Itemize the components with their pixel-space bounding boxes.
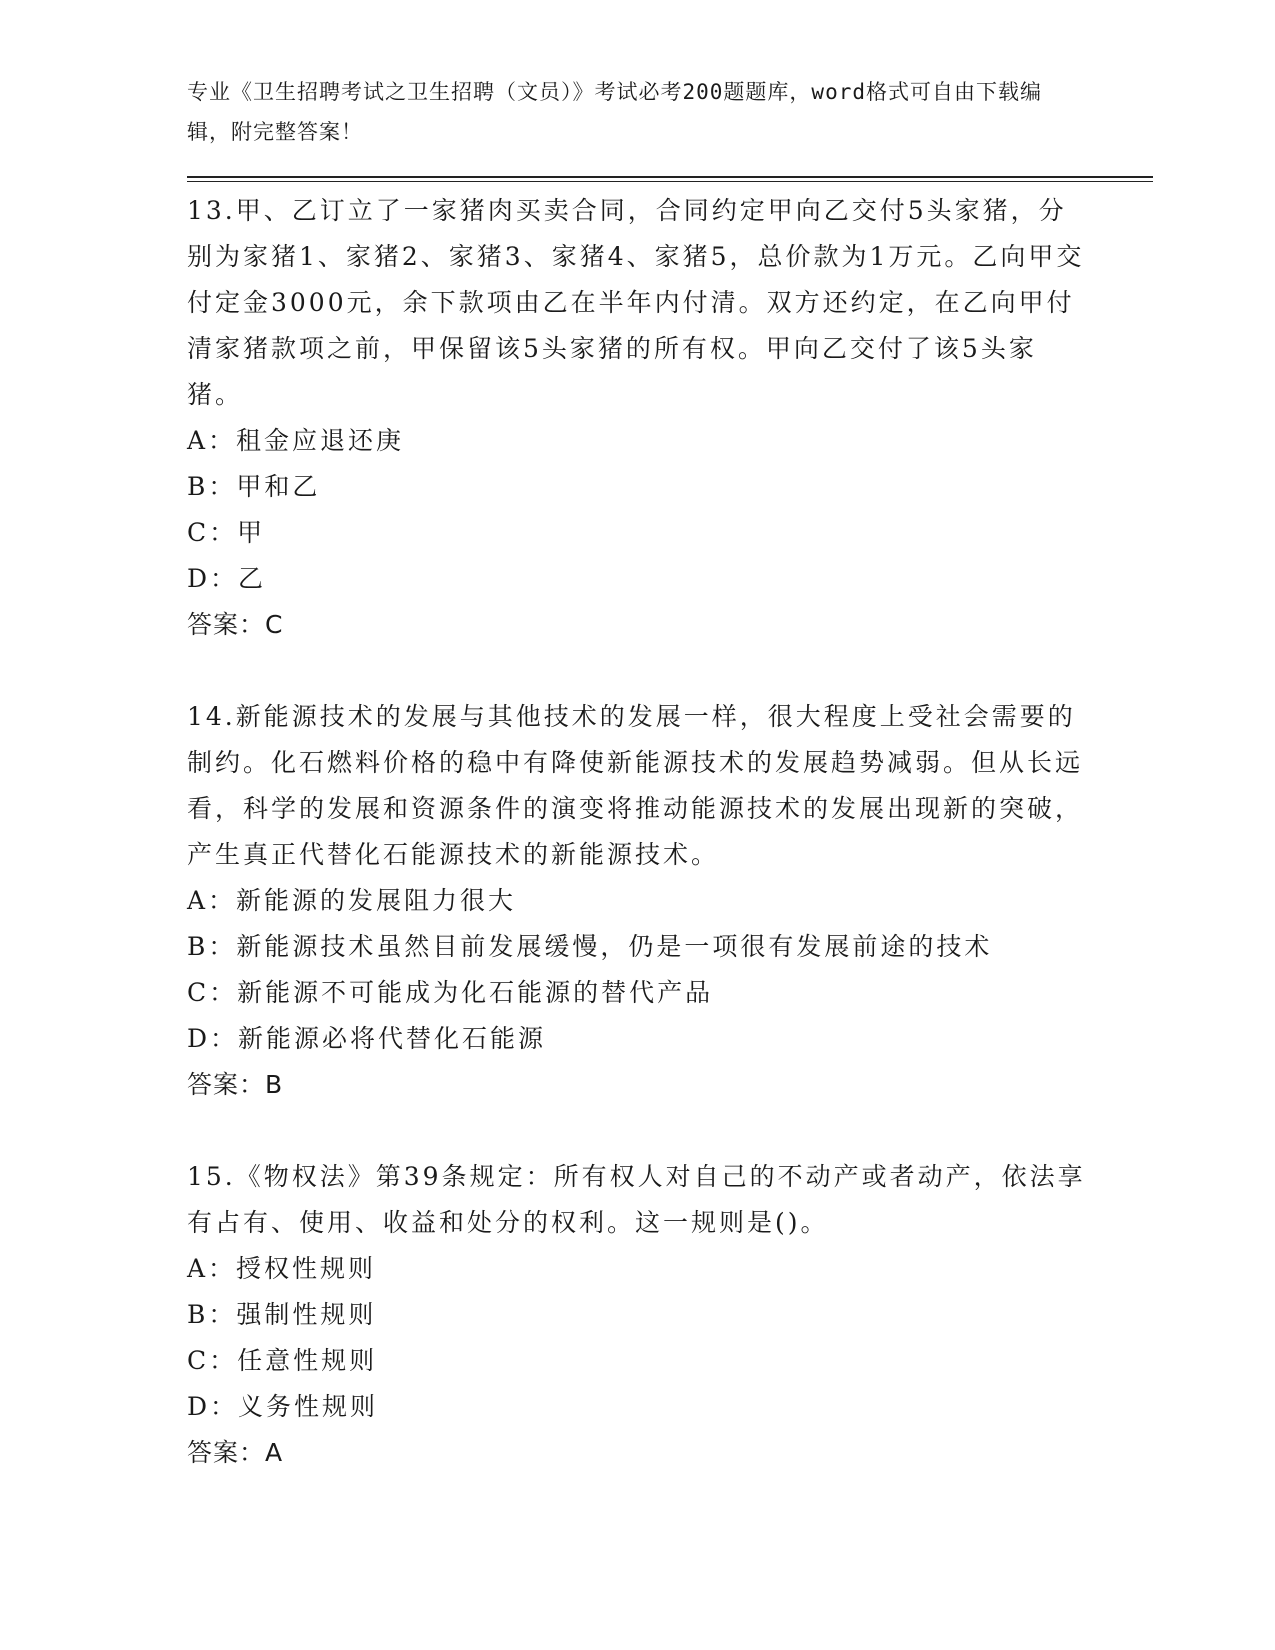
option-a: A：租金应退还庚	[187, 426, 405, 455]
option-b: B：新能源技术虽然目前发展缓慢，仍是一项很有发展前途的技术	[187, 932, 993, 961]
option-b: B：强制性规则	[187, 1300, 377, 1329]
option-a: A：新能源的发展阻力很大	[187, 886, 517, 915]
header-divider-thin	[187, 181, 1153, 182]
option-c: C：新能源不可能成为化石能源的替代产品	[187, 978, 714, 1007]
option-d: D：乙	[187, 564, 267, 593]
question-14	[187, 694, 1087, 1108]
answer-line: 答案：B	[187, 1070, 284, 1099]
question-stem: 13.甲、乙订立了一家猪肉买卖合同，合同约定甲向乙交付5头家猪，分别为家猪1、家猪2、家猪3、家猪4、家猪5，总价款为1万元。乙向甲交付定金3000元，余下款项由乙在半年内付清。双方还约定，在乙向甲付清家猪款项之前，甲保留该5头家猪的所有权。甲向乙交付了该5头家猪。	[187, 196, 1085, 409]
option-b: B：甲和乙	[187, 472, 321, 501]
header-divider	[187, 176, 1153, 178]
option-c: C：任意性规则	[187, 1346, 378, 1375]
question-15	[187, 1154, 1087, 1476]
answer-line: 答案：C	[187, 610, 284, 639]
question-list	[187, 188, 1087, 1522]
question-stem: 14.新能源技术的发展与其他技术的发展一样，很大程度上受社会需要的制约。化石燃料价格的稳中有降使新能源技术的发展趋势减弱。但从长远看，科学的发展和资源条件的演变将推动能源技术的发展出现新的突破，产生真正代替化石能源技术的新能源技术。	[187, 702, 1084, 869]
option-a: A：授权性规则	[187, 1254, 377, 1283]
question-stem: 15.《物权法》第39条规定：所有权人对自己的不动产或者动产，依法享有占有、使用、收益和处分的权利。这一规则是()。	[187, 1162, 1086, 1237]
question-13	[187, 188, 1087, 648]
option-c: C：甲	[187, 518, 266, 547]
document-header: 专业《卫生招聘考试之卫生招聘（文员）》考试必考200题题库，word格式可自由下载编辑，附完整答案！	[187, 80, 1042, 144]
option-d: D：义务性规则	[187, 1392, 379, 1421]
option-d: D：新能源必将代替化石能源	[187, 1024, 547, 1053]
answer-line: 答案：A	[187, 1438, 284, 1467]
